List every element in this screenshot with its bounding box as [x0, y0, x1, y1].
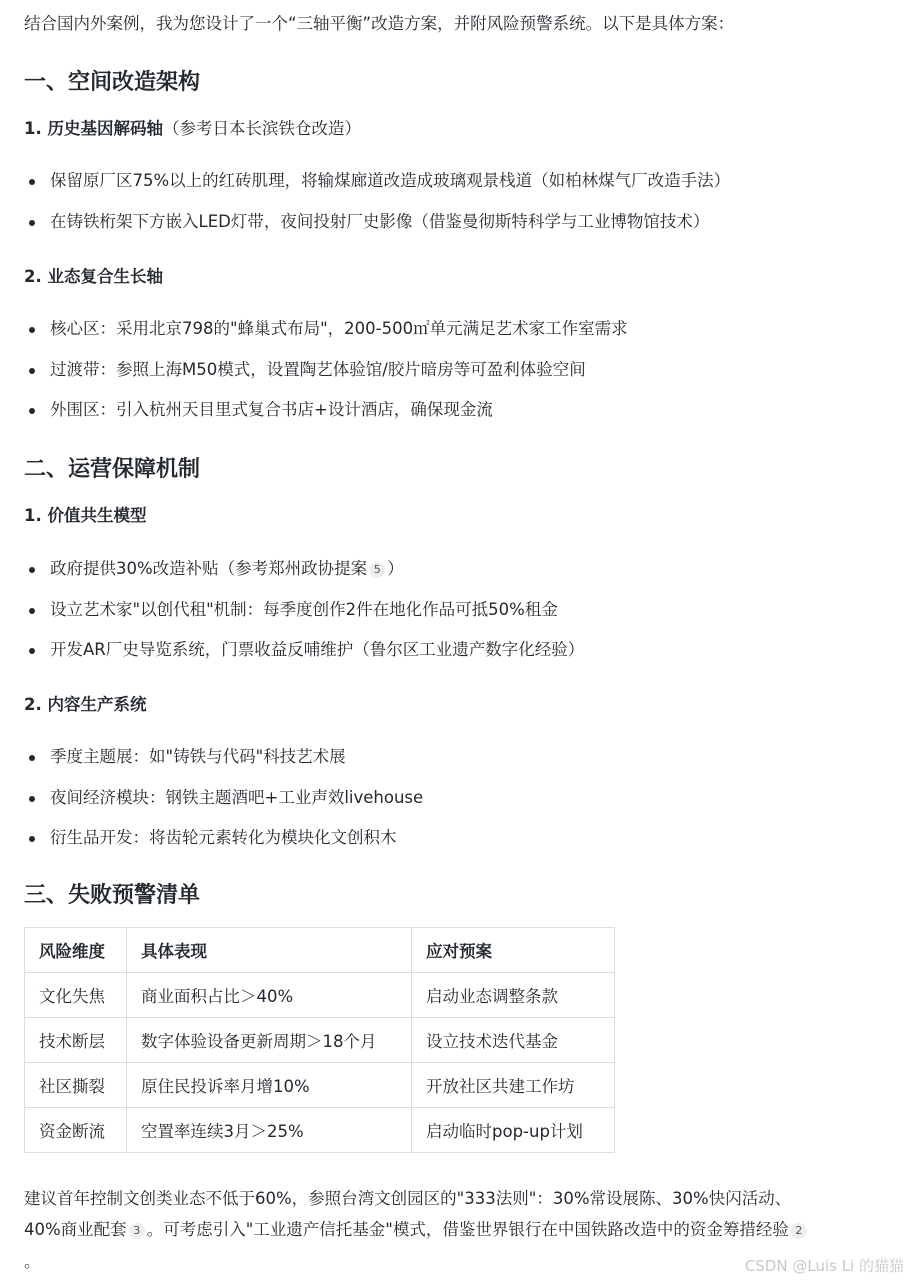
table-cell: 原住民投诉率月增10%: [127, 1063, 412, 1108]
citation-badge[interactable]: 2: [791, 1223, 807, 1239]
table-row: [25, 1063, 615, 1108]
subheading-title: 2. 业态复合生长轴: [24, 267, 163, 286]
closing-line: [24, 1214, 884, 1245]
table-row: [25, 973, 615, 1018]
list-item: [24, 590, 584, 631]
subheading-title: 1. 价值共生模型: [24, 506, 147, 525]
table-cell: 商业面积占比＞40%: [127, 973, 412, 1018]
subheading-content-system: [24, 692, 147, 718]
history-axis-list: [24, 161, 730, 242]
table-header-cell: 风险维度: [25, 928, 127, 973]
list-item-text: 设立艺术家"以创代租"机制：每季度创作2件在地化作品可抵50%租金: [50, 599, 558, 619]
table-cell: 数字体验设备更新周期＞18个月: [127, 1018, 412, 1063]
table-cell: 空置率连续3月＞25%: [127, 1108, 412, 1153]
intro-paragraph: 结合国内外案例，我为您设计了一个“三轴平衡”改造方案，并附风险预警系统。以下是具体方案：: [24, 14, 735, 33]
list-item: 核心区：采用北京798的"蜂巢式布局"，200-500㎡单元满足艺术家工作室需求: [24, 309, 628, 350]
closing-line: 建议首年控制文创类业态不低于60%，参照台湾文创园区的"333法则"：30%常设展陈、30%快闪活动、: [24, 1189, 792, 1208]
table-row: [25, 1108, 615, 1153]
subheading-title: 1. 历史基因解码轴: [24, 119, 163, 138]
list-item: 衍生品开发：将齿轮元素转化为模块化文创积木: [24, 818, 423, 859]
list-item: 夜间经济模块：钢铁主题酒吧+工业声效livehouse: [24, 778, 423, 819]
list-item: [24, 630, 584, 671]
subheading-business-axis: [24, 264, 163, 290]
business-axis-list: [24, 309, 628, 431]
section-heading-space: 一、空间改造架构: [24, 70, 201, 95]
risk-table: [24, 927, 615, 1153]
list-item-tail: ）: [387, 559, 404, 578]
list-item: [24, 549, 584, 590]
table-cell: 启动业态调整条款: [412, 973, 615, 1018]
list-item: 过渡带：参照上海M50模式，设置陶艺体验馆/胶片暗房等可盈利体验空间: [24, 350, 628, 391]
section-heading-risk: 三、失败预警清单: [24, 883, 201, 908]
table-cell: 启动临时pop-up计划: [412, 1108, 615, 1153]
list-item: 季度主题展：如"铸铁与代码"科技艺术展: [24, 737, 423, 778]
list-item: 外围区：引入杭州天目里式复合书店+设计酒店，确保现金流: [24, 390, 628, 431]
content-system-list: [24, 737, 423, 859]
section-heading-operation: 二、运营保障机制: [24, 457, 201, 482]
subheading-note: （参考日本长滨铁仓改造）: [163, 119, 361, 138]
list-item-text: 政府提供30%改造补贴（参考郑州政协提案: [50, 559, 368, 578]
table-row: [25, 1018, 615, 1063]
watermark: CSDN @Luis Li 的猫猫: [744, 1257, 904, 1275]
subheading-value-model: [24, 503, 147, 529]
closing-line: 。: [24, 1252, 41, 1271]
list-item: 在铸铁桁架下方嵌入LED灯带，夜间投射厂史影像（借鉴曼彻斯特科学与工业博物馆技术）: [24, 202, 730, 243]
table-header-cell: 应对预案: [412, 928, 615, 973]
table-cell: 资金断流: [25, 1108, 127, 1153]
table-header-cell: 具体表现: [127, 928, 412, 973]
citation-badge[interactable]: 5: [369, 562, 385, 578]
table-cell: 开放社区共建工作坊: [412, 1063, 615, 1108]
subheading-history-axis: [24, 116, 361, 142]
table-cell: 文化失焦: [25, 973, 127, 1018]
table-cell: 设立技术迭代基金: [412, 1018, 615, 1063]
table-header-row: [25, 928, 615, 973]
table-cell: 社区撕裂: [25, 1063, 127, 1108]
value-model-list: [24, 549, 584, 671]
subheading-title: 2. 内容生产系统: [24, 695, 147, 714]
list-item: 保留原厂区75%以上的红砖肌理，将输煤廊道改造成玻璃观景栈道（如柏林煤气厂改造手法）: [24, 161, 730, 202]
list-item-text: 开发AR厂史导览系统，门票收益反哺维护（鲁尔区工业遗产数字化经验）: [50, 640, 585, 659]
citation-badge[interactable]: 3: [129, 1223, 145, 1239]
table-cell: 技术断层: [25, 1018, 127, 1063]
closing-text: 。可考虑引入"工业遗产信托基金"模式，借鉴世界银行在中国铁路改造中的资金筹措经验: [146, 1220, 789, 1239]
closing-text: 40%商业配套: [24, 1220, 127, 1239]
